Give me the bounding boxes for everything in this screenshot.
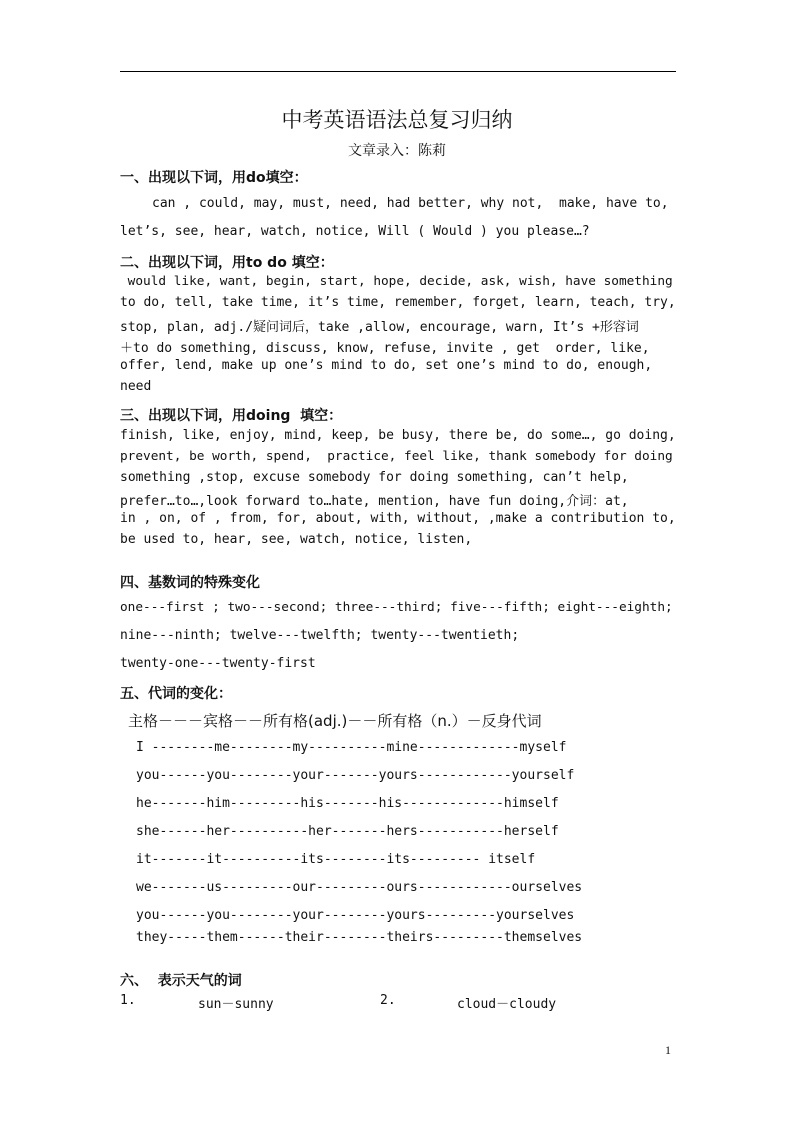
weather-item-number: 2. [380,993,396,1008]
section-2-heading: 二、出现以下词，用to do 填空： [120,255,334,271]
pronoun-row: they-----them------their--------theirs---------themselves [136,930,583,945]
section-2-line: offer, lend, make up one’s mind to do, set one’s mind to do, enough, [120,358,653,373]
pronoun-row: we-------us---------our---------ours------------ourselves [136,880,583,895]
pronoun-row: it-------it----------its--------its--------- itself [136,852,536,867]
section-3-line: prevent, be worth, spend, practice, feel like, thank somebody for doing [120,449,673,464]
weather-item-number: 1. [120,993,136,1008]
section-4-line: one---first ; two---second; three---third; five---fifth; eight---eighth; [120,600,673,615]
section-3-line: something ,stop, excuse somebody for doing something, can’t help, [120,470,629,485]
section-3-line: finish, like, enjoy, mind, keep, be busy, there be, do some…, go doing, [120,428,676,443]
pronoun-row: I --------me--------my----------mine-------------myself [136,740,567,755]
section-6-heading: 六、 表示天气的词 [120,973,242,989]
section-1-line: let’s, see, hear, watch, notice, Will ( Would ) you please…? [120,224,590,239]
pronoun-row: he-------him---------his-------his-------------himself [136,796,559,811]
pronoun-header-row: 主格－－－宾格－－所有格(adj.)－－所有格（n.）－反身代词 [128,712,542,730]
section-2-line: to do, tell, take time, it’s time, remember, forget, learn, teach, try, [120,295,676,310]
weather-item-text: sun－sunny [198,997,274,1012]
pronoun-row: you------you--------your--------yours---------yourselves [136,908,575,923]
section-5-heading: 五、代词的变化： [120,686,232,702]
section-4-heading: 四、基数词的特殊变化 [120,575,260,591]
section-1-heading: 一、出现以下词，用do填空： [120,170,308,186]
section-3-heading: 三、出现以下词，用doing 填空： [120,408,343,424]
section-4-line: nine---ninth; twelve---twelfth; twenty---twentieth; [120,628,520,643]
section-3-line: be used to, hear, see, watch, notice, listen, [120,532,473,547]
section-2-line: stop, plan, adj./疑问词后，take ,allow, encourage, warn, It’s +形容词 [120,320,639,335]
author-line: 文章录入：陈莉 [348,143,446,159]
pronoun-row: she------her----------her-------hers-----------herself [136,824,559,839]
section-4-line: twenty-one---twenty-first [120,656,316,671]
section-2-line: would like, want, begin, start, hope, decide, ask, wish, have something [120,274,673,289]
section-2-line: need [120,379,152,394]
page-number: 1 [665,1043,671,1057]
section-3-line: in , on, of , from, for, about, with, without, ,make a contribution to, [120,511,676,526]
page-title: 中考英语语法总复习归纳 [281,108,513,132]
section-2-line: ＋to do something, discuss, know, refuse, invite , get order, like, [120,341,650,356]
section-3-line: prefer…to…,look forward to…hate, mention, have fun doing,介词：at, [120,494,629,509]
weather-item-text: cloud－cloudy [457,997,557,1012]
pronoun-row: you------you--------your-------yours------------yourself [136,768,575,783]
header-rule [120,71,676,72]
section-1-line: can , could, may, must, need, had better, why not, make, have to, [152,196,669,211]
